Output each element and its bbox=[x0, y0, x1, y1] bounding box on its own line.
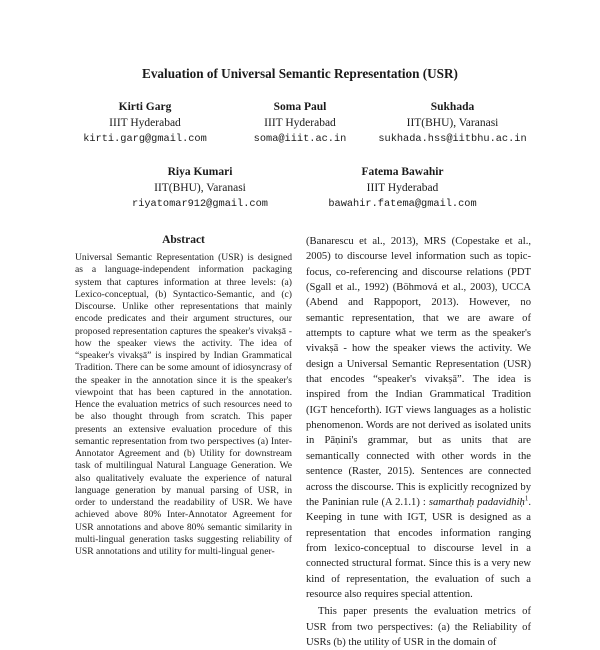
author-email: riyatomar912@gmail.com bbox=[132, 198, 268, 210]
author-block bbox=[315, 164, 490, 212]
author-name: Riya Kumari bbox=[167, 166, 233, 178]
abstract-heading: Abstract bbox=[162, 234, 205, 246]
author-affiliation: IIT(BHU), Varanasi bbox=[154, 182, 246, 194]
abstract-text: Universal Semantic Representation (USR) is designed as a language-independent information packaging system that captures information at three levels: (a) Lexico-conceptual, (b) Syntactico-Semantic, and (c) Discourse. Unlike other representations that mainly encode predicates and their argument structures, our proposed representation captures the speaker's vivakṣā - how the speaker views the activity. The idea of “speaker's vivakṣā” is inspired by Indian Grammatical Tradition. There can be some amount of idiosyncrasy of the speaker in the annotation since it is the speaker's viewpoint that has been captured in the annotation. Hence the evaluation metrics of such resources need to be also thought through from scratch. This paper presents an extensive evaluation procedure of this semantic representation from two perspectives (a) Inter-Annotator Agreement and (b) Utility for downstream task of multilingual Natural Language Generation. We also qualitatively evaluate the experience of natural language generation by manual parsing of USR, in order to understand the readability of USR. We have achieved above 80% Inter-Annotator Agreement for USR annotations and above 80% semantic similarity in multi-lingual generation tasks suggesting reliability of USR annotations and utility for multi-lingual gener- bbox=[75, 252, 292, 557]
author-block bbox=[240, 99, 360, 147]
panini-rule: samarthaḥ padavidhiḥ bbox=[428, 496, 525, 508]
author-email: sukhada.hss@iitbhu.ac.in bbox=[378, 133, 527, 145]
author-block bbox=[125, 164, 275, 212]
author-name: Sukhada bbox=[430, 101, 475, 113]
author-affiliation: IIIT Hyderabad bbox=[109, 117, 181, 129]
paper-title: Evaluation of Universal Semantic Representation (USR) bbox=[142, 66, 458, 81]
author-name: Kirti Garg bbox=[118, 101, 172, 113]
body-text: . Keeping in tune with IGT, USR is designed as a representation that encodes information ranging from lexico-conceptual to discourse level in a connected structural format. Since this is a very new kind of representation, the evaluation of such a resource also requires special attention. bbox=[306, 496, 531, 600]
author-block bbox=[75, 99, 215, 147]
author-block bbox=[370, 99, 535, 147]
author-email: bawahir.fatema@gmail.com bbox=[328, 198, 477, 210]
author-name: Fatema Bawahir bbox=[361, 166, 444, 178]
author-email: kirti.garg@gmail.com bbox=[83, 133, 207, 145]
author-affiliation: IIIT Hyderabad bbox=[264, 117, 336, 129]
footnote-marker: 1 bbox=[524, 494, 529, 503]
author-email: soma@iiit.ac.in bbox=[253, 133, 347, 145]
body-paragraph: This paper presents the evaluation metrics of USR from two perspectives: (a) the Reliability of USRs (b) the utility of USR in the domain of bbox=[306, 606, 531, 648]
body-paragraph bbox=[306, 234, 531, 602]
body-text: (Banarescu et al., 2013), MRS (Copestake et al., 2005) to discourse level information such as topic-focus, co-referencing and discourse relations (PDT (Sgall et al., 1992) (Böhmová et al., 2003), UCCA (Abend and Rappoport, 2013). However, no semantic representation, that we are aware of attempts to capture what we term as the speaker's vivakṣā - how the speaker views the activity. We design a Universal Semantic Representation (USR) that encodes “speaker's vivakṣā”. The idea is inspired from the Indian Grammatical Tradition (IGT henceforth). IGT views languages as a holistic phenomenon. Words are not derived as isolated units in Pāṇini's grammar, but as units that are semantically connected with other words in the sentence (Raster, 2015). Sentences are connected across the discourse. This is explicitly recognized by the Paninian rule (A 2.1.1) : bbox=[306, 236, 531, 508]
author-affiliation: IIT(BHU), Varanasi bbox=[406, 117, 499, 129]
author-affiliation: IIIT Hyderabad bbox=[366, 182, 439, 194]
author-name: Soma Paul bbox=[273, 101, 327, 113]
body-column bbox=[306, 234, 531, 650]
